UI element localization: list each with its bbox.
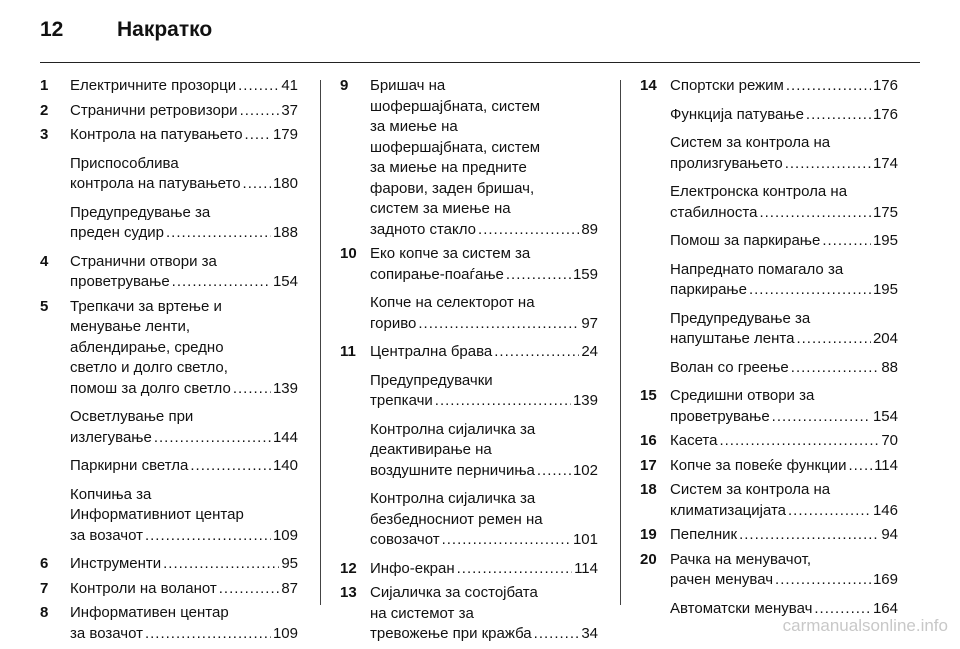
- entry-number: 18: [640, 481, 657, 498]
- entry-number: 6: [40, 555, 49, 572]
- dot-leader: [506, 265, 571, 286]
- entry-number: 15: [640, 387, 657, 404]
- entry-text: Систем за контрола на: [670, 481, 831, 498]
- entry-line: [670, 570, 898, 591]
- entry-number: 1: [40, 77, 49, 94]
- entry-line: [370, 293, 598, 314]
- page-header: [40, 14, 920, 56]
- entry-text: Предупредување за: [70, 203, 211, 221]
- dot-leader: [791, 358, 880, 379]
- dot-leader: [534, 624, 580, 645]
- entry-line: [70, 154, 298, 175]
- dot-leader: [785, 154, 871, 175]
- entry-line: [370, 510, 598, 531]
- index-entry: [640, 182, 898, 223]
- page-reference: 176: [872, 105, 898, 123]
- entry-line: [70, 174, 298, 195]
- entry-line: [370, 179, 598, 200]
- entry-line: [70, 379, 298, 400]
- entry-text: аблендирање, средно: [70, 338, 224, 356]
- entry-text: Бришач на: [370, 77, 446, 94]
- index-entry: [40, 154, 298, 195]
- index-entry: [640, 386, 898, 427]
- dot-leader: [172, 272, 271, 293]
- entry-number: 4: [40, 252, 49, 270]
- index-entry: [640, 456, 898, 477]
- entry-line: [670, 358, 898, 379]
- entry-text: Волан со греење: [670, 358, 789, 376]
- dot-leader: [238, 76, 279, 97]
- entry-text: воздушните перничиња: [370, 461, 535, 479]
- entry-text: совозачот: [370, 531, 440, 548]
- entry-text: Предупредување за: [670, 309, 811, 327]
- page-reference: 159: [572, 265, 598, 283]
- entry-number: 13: [340, 584, 357, 601]
- page-reference: 24: [581, 343, 598, 360]
- index-entry: [640, 133, 898, 174]
- dot-leader: [442, 530, 571, 551]
- entry-text: Електронска контрола на: [670, 183, 848, 200]
- entry-line: [70, 428, 298, 449]
- dot-leader: [772, 407, 871, 428]
- entry-line: [70, 338, 298, 359]
- index-entry: [640, 525, 898, 546]
- dot-leader: [457, 559, 572, 580]
- entry-line: [670, 309, 898, 330]
- entry-line: [70, 505, 298, 526]
- dot-leader: [163, 554, 279, 575]
- index-entry: [640, 431, 898, 452]
- dot-leader: [435, 391, 571, 412]
- dot-leader: [219, 579, 280, 600]
- entry-text: Инфо-екран: [370, 559, 455, 577]
- entry-line: [670, 407, 898, 428]
- entry-line: [370, 391, 598, 412]
- dot-leader: [749, 280, 871, 301]
- entry-text: Странични ретровизори: [70, 101, 238, 119]
- entry-line: [370, 265, 598, 286]
- entry-line: [370, 530, 598, 551]
- page-reference: 204: [872, 330, 898, 347]
- entry-line: [370, 220, 598, 241]
- entry-text: Пепелник: [670, 526, 738, 543]
- page-reference: 188: [272, 224, 298, 241]
- index-entry: [40, 125, 298, 146]
- index-entry: [40, 603, 298, 644]
- entry-line: [70, 407, 298, 428]
- entry-number: 17: [640, 456, 657, 474]
- page-reference: 88: [881, 358, 898, 376]
- entry-text: Контрола на патувањето: [70, 126, 243, 143]
- entry-text: пролизгувањето: [670, 154, 783, 172]
- entry-line: [370, 97, 598, 118]
- page-reference: 180: [272, 175, 298, 192]
- index-entry: [640, 105, 898, 126]
- index-entry: [340, 420, 598, 482]
- index-entry: [640, 231, 898, 252]
- entry-number: 10: [340, 245, 357, 262]
- entry-line: [670, 154, 898, 175]
- page-reference: 114: [874, 456, 898, 474]
- index-entry: [340, 76, 598, 240]
- entry-text: Контролна сијаличка за: [370, 490, 536, 507]
- index-entry: [40, 485, 298, 547]
- index-column-3: [640, 76, 898, 627]
- entry-line: [70, 203, 298, 224]
- entry-text: Автоматски менувач: [670, 599, 813, 617]
- dot-leader: [775, 570, 871, 591]
- entry-line: [670, 480, 898, 501]
- page-reference: 175: [872, 203, 898, 221]
- header-divider: [40, 62, 920, 63]
- index-entry: [640, 480, 898, 521]
- page-reference: 144: [272, 428, 298, 446]
- entry-text: за миење на: [370, 118, 458, 135]
- entry-line: [670, 280, 898, 301]
- entry-number: 5: [40, 297, 49, 315]
- page-reference: 102: [572, 461, 598, 479]
- entry-text: Функција патување: [670, 105, 804, 123]
- dot-leader: [154, 428, 271, 449]
- entry-text: Контроли на воланот: [70, 579, 217, 597]
- entry-text: Информативниот центар: [70, 506, 244, 523]
- entry-text: трепкачи: [370, 392, 433, 409]
- entry-text: Контролна сијаличка за: [370, 420, 536, 438]
- dot-leader: [145, 624, 271, 645]
- entry-text: Копче на селекторот на: [370, 294, 535, 311]
- entry-text: излегување: [70, 428, 152, 446]
- index-entry: [340, 244, 598, 285]
- page-reference: 89: [581, 220, 598, 238]
- entry-line: [70, 579, 298, 600]
- index-entry: [40, 554, 298, 575]
- dot-leader: [739, 525, 879, 546]
- index-entry: [340, 583, 598, 645]
- entry-line: [70, 526, 298, 547]
- entry-text: задното стакло: [370, 220, 477, 238]
- entry-text: систем за миење на: [370, 200, 511, 217]
- dot-leader: [243, 174, 271, 195]
- dot-leader: [786, 76, 871, 97]
- dot-leader: [537, 461, 571, 482]
- entry-text: Рачка на менувачот,: [670, 550, 811, 568]
- index-entry: [40, 101, 298, 122]
- entry-line: [70, 358, 298, 379]
- entry-line: [70, 297, 298, 318]
- entry-line: [670, 133, 898, 154]
- entry-line: [70, 554, 298, 575]
- index-column-1: [40, 76, 298, 648]
- entry-text: Сијаличка за состојбата: [370, 584, 538, 601]
- page-reference: 146: [872, 501, 898, 519]
- entry-line: [370, 420, 598, 441]
- page-reference: 195: [872, 281, 898, 298]
- dot-leader: [759, 203, 871, 224]
- dot-leader: [806, 105, 871, 126]
- entry-text: менување ленти,: [70, 318, 191, 335]
- page-number: 12: [40, 18, 64, 41]
- page-reference: 164: [872, 599, 898, 617]
- index-entry: [40, 579, 298, 600]
- index-column-2: [340, 76, 598, 649]
- entry-text: Инструменти: [70, 555, 162, 572]
- page-reference: 109: [272, 624, 298, 642]
- index-entry: [340, 559, 598, 580]
- index-entry: [340, 342, 598, 363]
- entry-text: контрола на патувањето: [70, 175, 241, 192]
- entry-text: Копчиња за: [70, 485, 152, 503]
- entry-line: [70, 101, 298, 122]
- entry-text: рачен менувач: [670, 571, 774, 588]
- page-reference: 139: [572, 392, 598, 409]
- index-entry: [40, 407, 298, 448]
- entry-line: [670, 456, 898, 477]
- index-entry: [640, 76, 898, 97]
- page-reference: 154: [872, 407, 898, 425]
- page-reference: 87: [281, 579, 298, 597]
- dot-leader: [190, 456, 271, 477]
- entry-line: [370, 244, 598, 265]
- page-title: Накратко: [117, 18, 213, 41]
- dot-leader: [788, 501, 871, 522]
- page-reference: 195: [872, 232, 898, 249]
- entry-text: сопирање-поаѓање: [370, 265, 504, 283]
- entry-line: [670, 329, 898, 350]
- entry-line: [70, 317, 298, 338]
- entry-line: [370, 314, 598, 335]
- entry-text: помош за долго светло: [70, 379, 231, 397]
- dot-leader: [796, 329, 871, 350]
- entry-text: проветрување: [670, 407, 770, 425]
- index-entry: [640, 358, 898, 379]
- entry-text: Трепкачи за вртење и: [70, 297, 222, 315]
- page-reference: 97: [581, 314, 598, 332]
- entry-text: за возачот: [70, 624, 143, 642]
- entry-number: 16: [640, 432, 657, 449]
- entry-text: Централна брава: [370, 343, 493, 360]
- index-entry: [640, 550, 898, 591]
- column-divider: [620, 80, 621, 605]
- entry-number: 11: [340, 343, 356, 360]
- page-reference: 179: [272, 126, 298, 143]
- page-reference: 70: [881, 432, 898, 449]
- entry-text: Приспособлива: [70, 154, 179, 172]
- entry-text: Информативен центар: [70, 604, 229, 621]
- entry-text: климатизацијата: [670, 501, 787, 519]
- entry-text: фарови, заден бришач,: [370, 179, 535, 197]
- index-entry: [340, 489, 598, 551]
- entry-line: [70, 223, 298, 244]
- page-reference: 169: [872, 571, 898, 588]
- entry-number: 3: [40, 126, 49, 143]
- entry-text: паркирање: [670, 281, 747, 298]
- entry-line: [370, 461, 598, 482]
- index-entry: [640, 260, 898, 301]
- entry-number: 14: [640, 77, 657, 94]
- entry-text: шофершајбната, систем: [370, 97, 541, 115]
- entry-line: [370, 158, 598, 179]
- entry-text: стабилноста: [670, 203, 758, 221]
- entry-text: Спортски режим: [670, 77, 784, 94]
- page-reference: 140: [272, 457, 298, 474]
- page-reference: 94: [881, 526, 898, 543]
- entry-line: [670, 431, 898, 452]
- entry-text: гориво: [370, 314, 417, 332]
- page-reference: 37: [281, 101, 298, 119]
- entry-line: [670, 525, 898, 546]
- entry-text: напуштање лента: [670, 330, 795, 347]
- dot-leader: [233, 379, 271, 400]
- page-reference: 109: [272, 526, 298, 544]
- entry-text: шофершајбната, систем: [370, 138, 541, 156]
- entry-line: [370, 76, 598, 97]
- entry-number: 7: [40, 579, 49, 597]
- entry-text: на системот за: [370, 604, 474, 622]
- entry-line: [370, 342, 598, 363]
- entry-text: Еко копче за систем за: [370, 245, 531, 262]
- entry-text: за возачот: [70, 526, 143, 544]
- dot-leader: [145, 526, 271, 547]
- entry-line: [670, 550, 898, 571]
- page-reference: 95: [281, 555, 298, 572]
- page-reference: 139: [272, 379, 298, 397]
- entry-number: 8: [40, 604, 49, 621]
- entry-line: [670, 260, 898, 281]
- column-divider: [320, 80, 321, 605]
- entry-line: [70, 456, 298, 477]
- dot-leader: [822, 231, 871, 252]
- index-entry: [40, 252, 298, 293]
- entry-line: [370, 604, 598, 625]
- page-reference: 176: [872, 77, 898, 94]
- entry-line: [670, 231, 898, 252]
- page-reference: 34: [581, 625, 598, 642]
- entry-line: [370, 559, 598, 580]
- entry-line: [370, 117, 598, 138]
- entry-text: Странични отвори за: [70, 252, 217, 270]
- page-reference: 154: [272, 273, 298, 290]
- dot-leader: [719, 431, 879, 452]
- index-entry: [40, 76, 298, 97]
- index-entry: [640, 309, 898, 350]
- page-reference: 41: [281, 77, 298, 94]
- entry-line: [670, 182, 898, 203]
- entry-line: [70, 76, 298, 97]
- entry-number: 12: [340, 559, 357, 577]
- entry-number: 9: [340, 77, 349, 94]
- entry-line: [370, 583, 598, 604]
- entry-line: [70, 252, 298, 273]
- entry-line: [370, 371, 598, 392]
- entry-line: [670, 203, 898, 224]
- entry-text: светло и долго светло,: [70, 359, 228, 376]
- entry-line: [670, 386, 898, 407]
- index-entry: [40, 297, 298, 400]
- page-reference: 114: [574, 559, 598, 577]
- dot-leader: [166, 223, 271, 244]
- entry-text: Паркирни светла: [70, 457, 189, 474]
- entry-line: [370, 199, 598, 220]
- index-entry: [40, 456, 298, 477]
- dot-leader: [478, 220, 579, 241]
- entry-line: [70, 603, 298, 624]
- dot-leader: [848, 456, 872, 477]
- entry-text: тревожење при кражба: [370, 625, 532, 642]
- entry-line: [670, 76, 898, 97]
- entry-text: Средишни отвори за: [670, 387, 815, 404]
- entry-text: деактивирање на: [370, 441, 492, 458]
- index-entry: [340, 371, 598, 412]
- entry-line: [670, 501, 898, 522]
- dot-leader: [418, 314, 579, 335]
- entry-text: преден судир: [70, 224, 164, 241]
- dot-leader: [240, 101, 280, 122]
- entry-line: [370, 624, 598, 645]
- entry-line: [370, 489, 598, 510]
- entry-text: Касета: [670, 432, 718, 449]
- entry-text: Електричните прозорци: [70, 77, 237, 94]
- entry-text: Осветлување при: [70, 408, 194, 425]
- entry-line: [670, 105, 898, 126]
- entry-text: Копче за повеќе функции: [670, 456, 847, 474]
- entry-number: 2: [40, 101, 49, 119]
- watermark: carmanualsonline.info: [782, 616, 948, 635]
- entry-line: [370, 138, 598, 159]
- entry-number: 19: [640, 526, 657, 543]
- entry-text: Систем за контрола на: [670, 134, 831, 151]
- page-reference: 174: [872, 154, 898, 172]
- entry-text: Помош за паркирање: [670, 232, 821, 249]
- entry-line: [70, 272, 298, 293]
- dot-leader: [494, 342, 579, 363]
- entry-text: за миење на предните: [370, 159, 527, 176]
- dot-leader: [245, 125, 271, 146]
- entry-text: Предупредувачки: [370, 371, 493, 389]
- entry-line: [370, 440, 598, 461]
- page-reference: 101: [572, 531, 598, 548]
- index-entry: [40, 203, 298, 244]
- entry-text: безбедносниот ремен на: [370, 510, 543, 528]
- entry-number: 20: [640, 550, 657, 568]
- entry-line: [70, 624, 298, 645]
- entry-text: Напреднато помагало за: [670, 260, 844, 278]
- entry-line: [70, 485, 298, 506]
- entry-text: проветрување: [70, 273, 170, 290]
- index-entry: [340, 293, 598, 334]
- entry-line: [70, 125, 298, 146]
